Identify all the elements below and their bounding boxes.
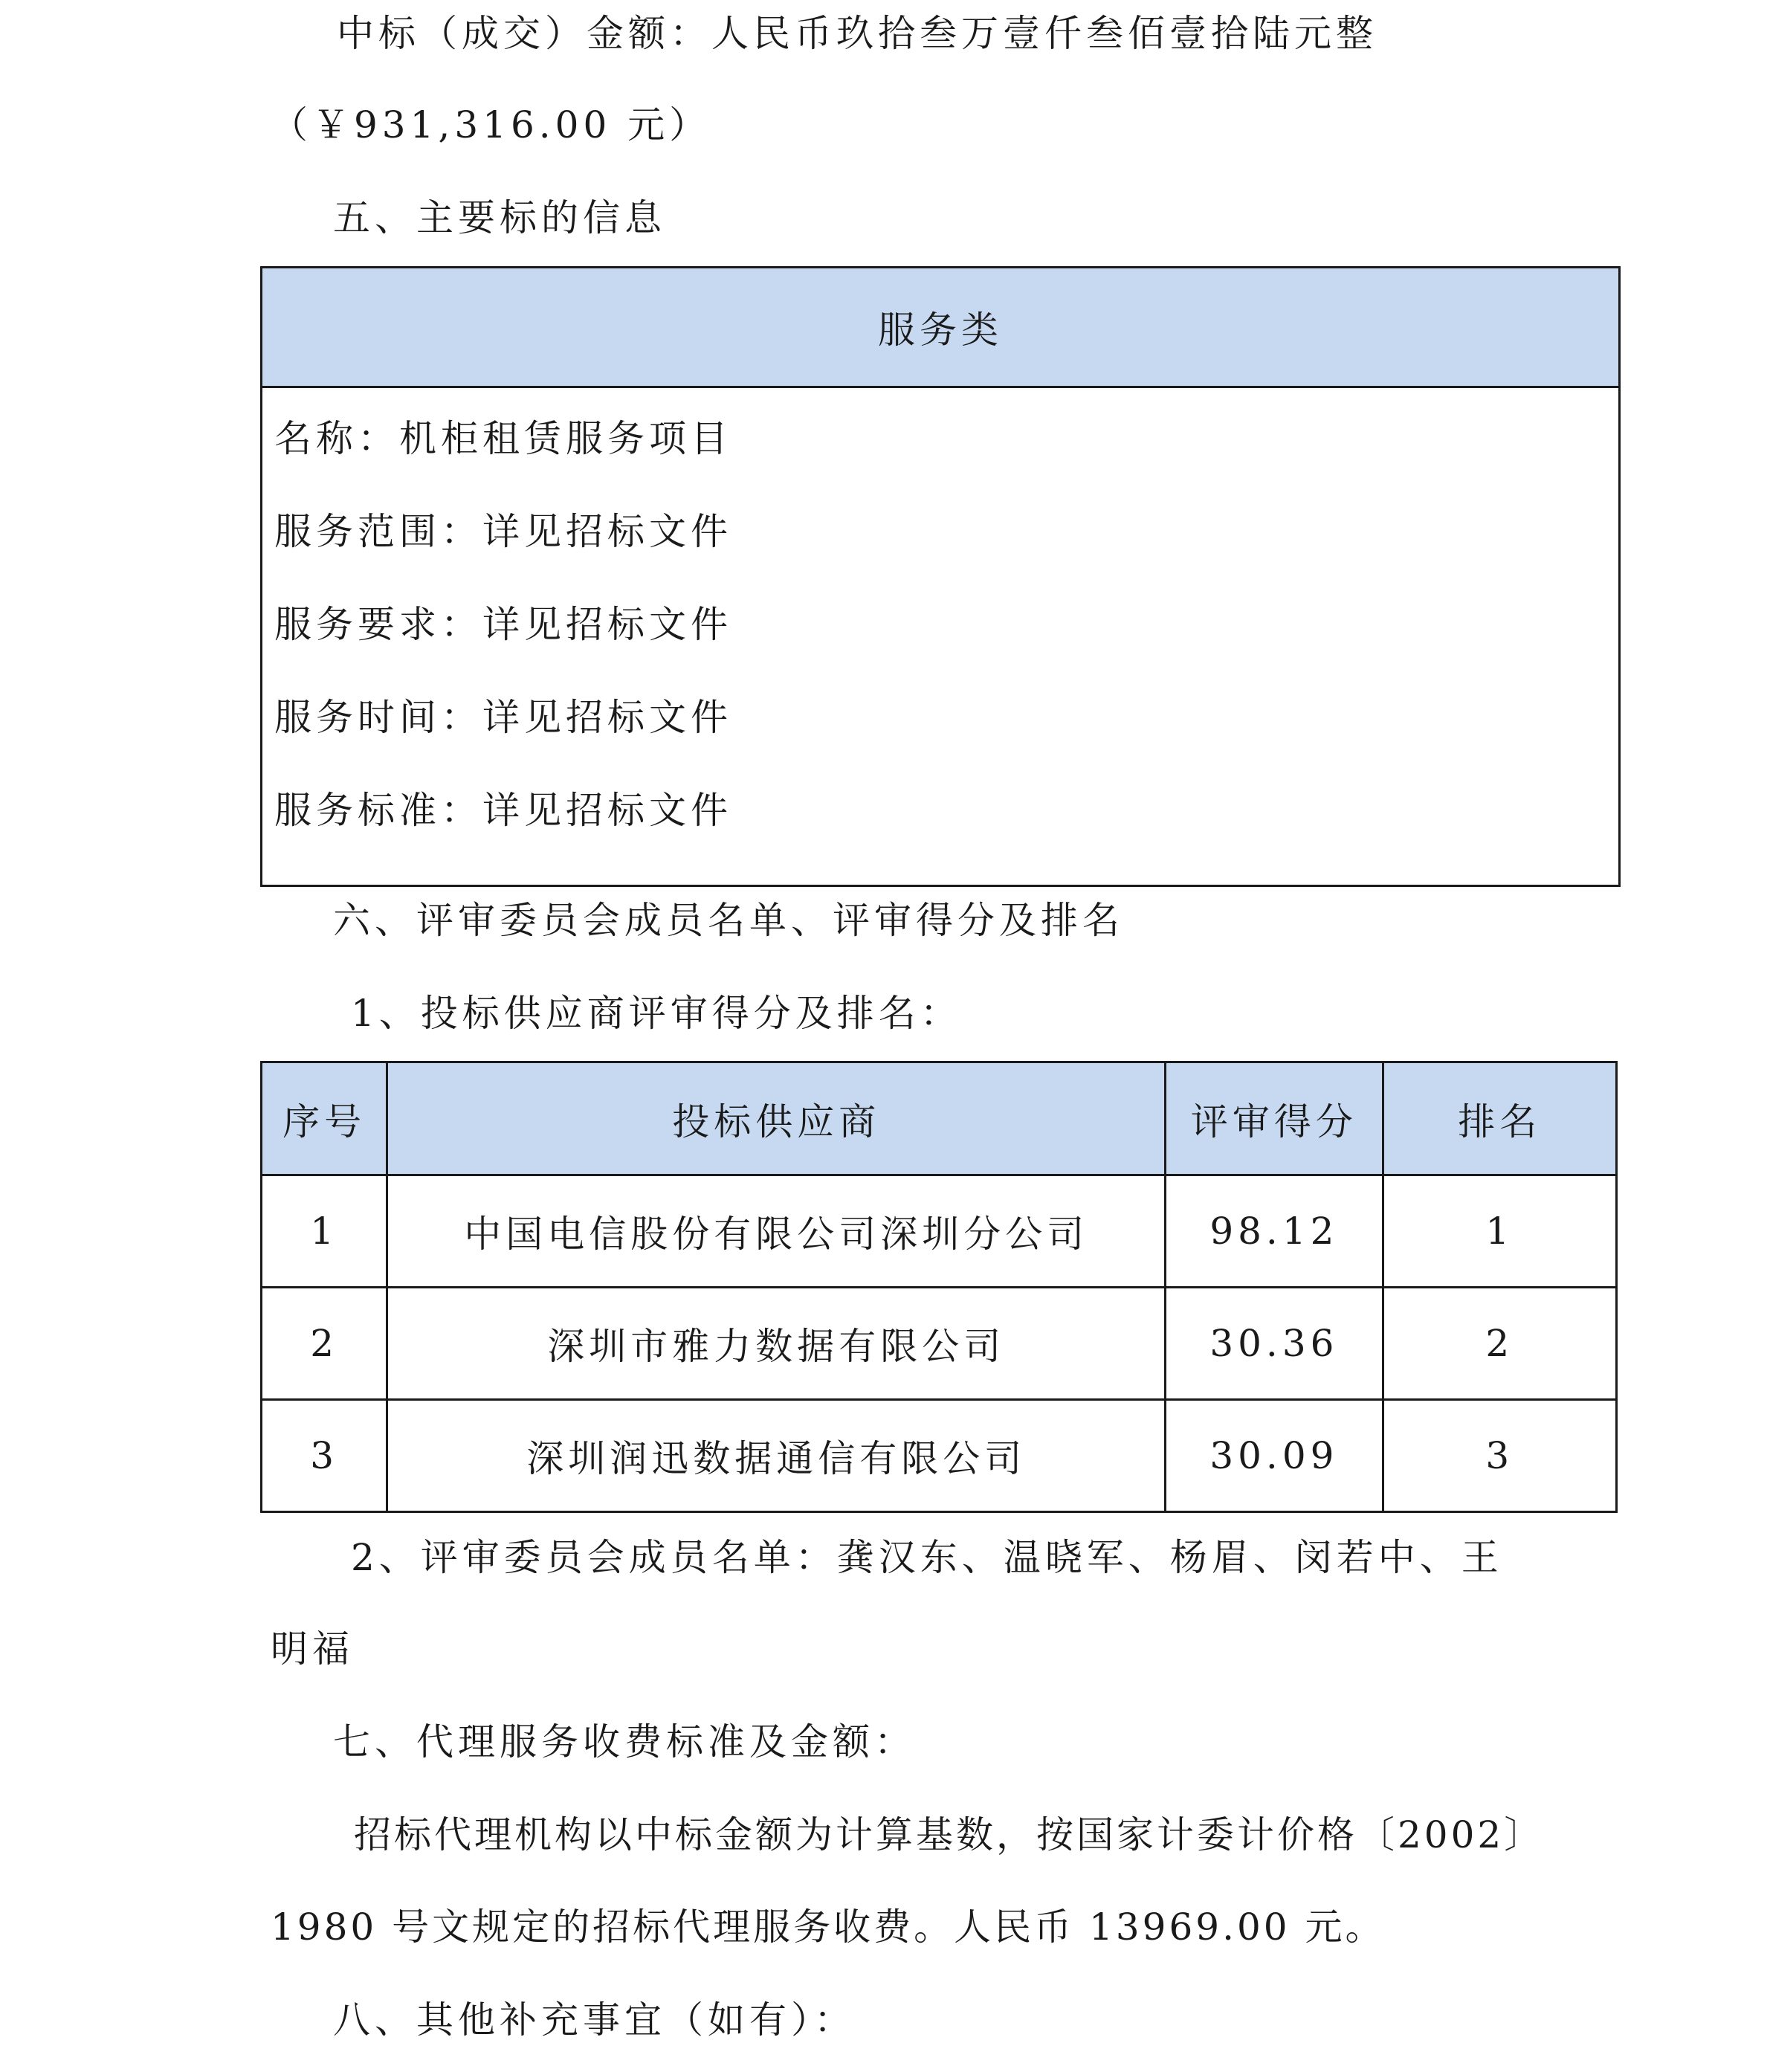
award-amount-line-1: 中标（成交）金额：人民币玖拾叁万壹仟叁佰壹拾陆元整 [337,12,1377,55]
table-row [262,1400,1617,1512]
score-table [260,1061,1618,1513]
row-index: 1 [262,1175,387,1288]
service-scope-row: 服务范围：详见招标文件 [274,510,732,553]
row-supplier: 深圳市雅力数据有限公司 [387,1288,1166,1400]
row-score: 98.12 [1166,1175,1383,1288]
section-6-subtitle-1: 1、投标供应商评审得分及排名： [351,992,962,1035]
section-7-line-1: 招标代理机构以中标金额为计算基数，按国家计委计价格〔2002〕 [354,1813,1545,1856]
section-5-title: 五、主要标的信息 [333,196,666,239]
row-supplier: 中国电信股份有限公司深圳分公司 [387,1175,1166,1288]
row-supplier: 深圳润迅数据通信有限公司 [387,1400,1166,1512]
row-score: 30.09 [1166,1400,1383,1512]
service-name-row: 名称：机柜租赁服务项目 [274,417,732,460]
service-table-header: 服务类 [262,268,1620,387]
service-requirement-row: 服务要求：详见招标文件 [274,603,732,646]
row-rank: 2 [1383,1288,1616,1400]
section-6-subtitle-2-line-2: 明福 [271,1627,354,1671]
service-table [260,266,1621,887]
score-header-rank: 排名 [1383,1062,1616,1175]
row-score: 30.36 [1166,1288,1383,1400]
section-7-title: 七、代理服务收费标准及金额： [333,1720,916,1763]
table-row [262,1288,1617,1400]
section-6-subtitle-2-line-1: 2、评审委员会成员名单：龚汉东、温晓军、杨眉、闵若中、王 [351,1536,1503,1579]
score-header-supplier: 投标供应商 [387,1062,1166,1175]
section-7-line-2: 1980 号文规定的招标代理服务收费。人民币 13969.00 元。 [271,1905,1386,1949]
service-table-body [262,387,1620,886]
section-6-title: 六、评审委员会成员名单、评审得分及排名 [333,899,1124,942]
row-rank: 1 [1383,1175,1616,1288]
service-standard-row: 服务标准：详见招标文件 [274,789,732,832]
section-8-title: 八、其他补充事宜（如有）： [333,1998,856,2042]
row-index: 3 [262,1400,387,1512]
score-header-index: 序号 [262,1062,387,1175]
service-time-row: 服务时间：详见招标文件 [274,696,732,739]
row-rank: 3 [1383,1400,1616,1512]
score-header-score: 评审得分 [1166,1062,1383,1175]
table-row [262,1175,1617,1288]
award-amount-line-2: （￥931,316.00 元） [271,103,711,146]
row-index: 2 [262,1288,387,1400]
